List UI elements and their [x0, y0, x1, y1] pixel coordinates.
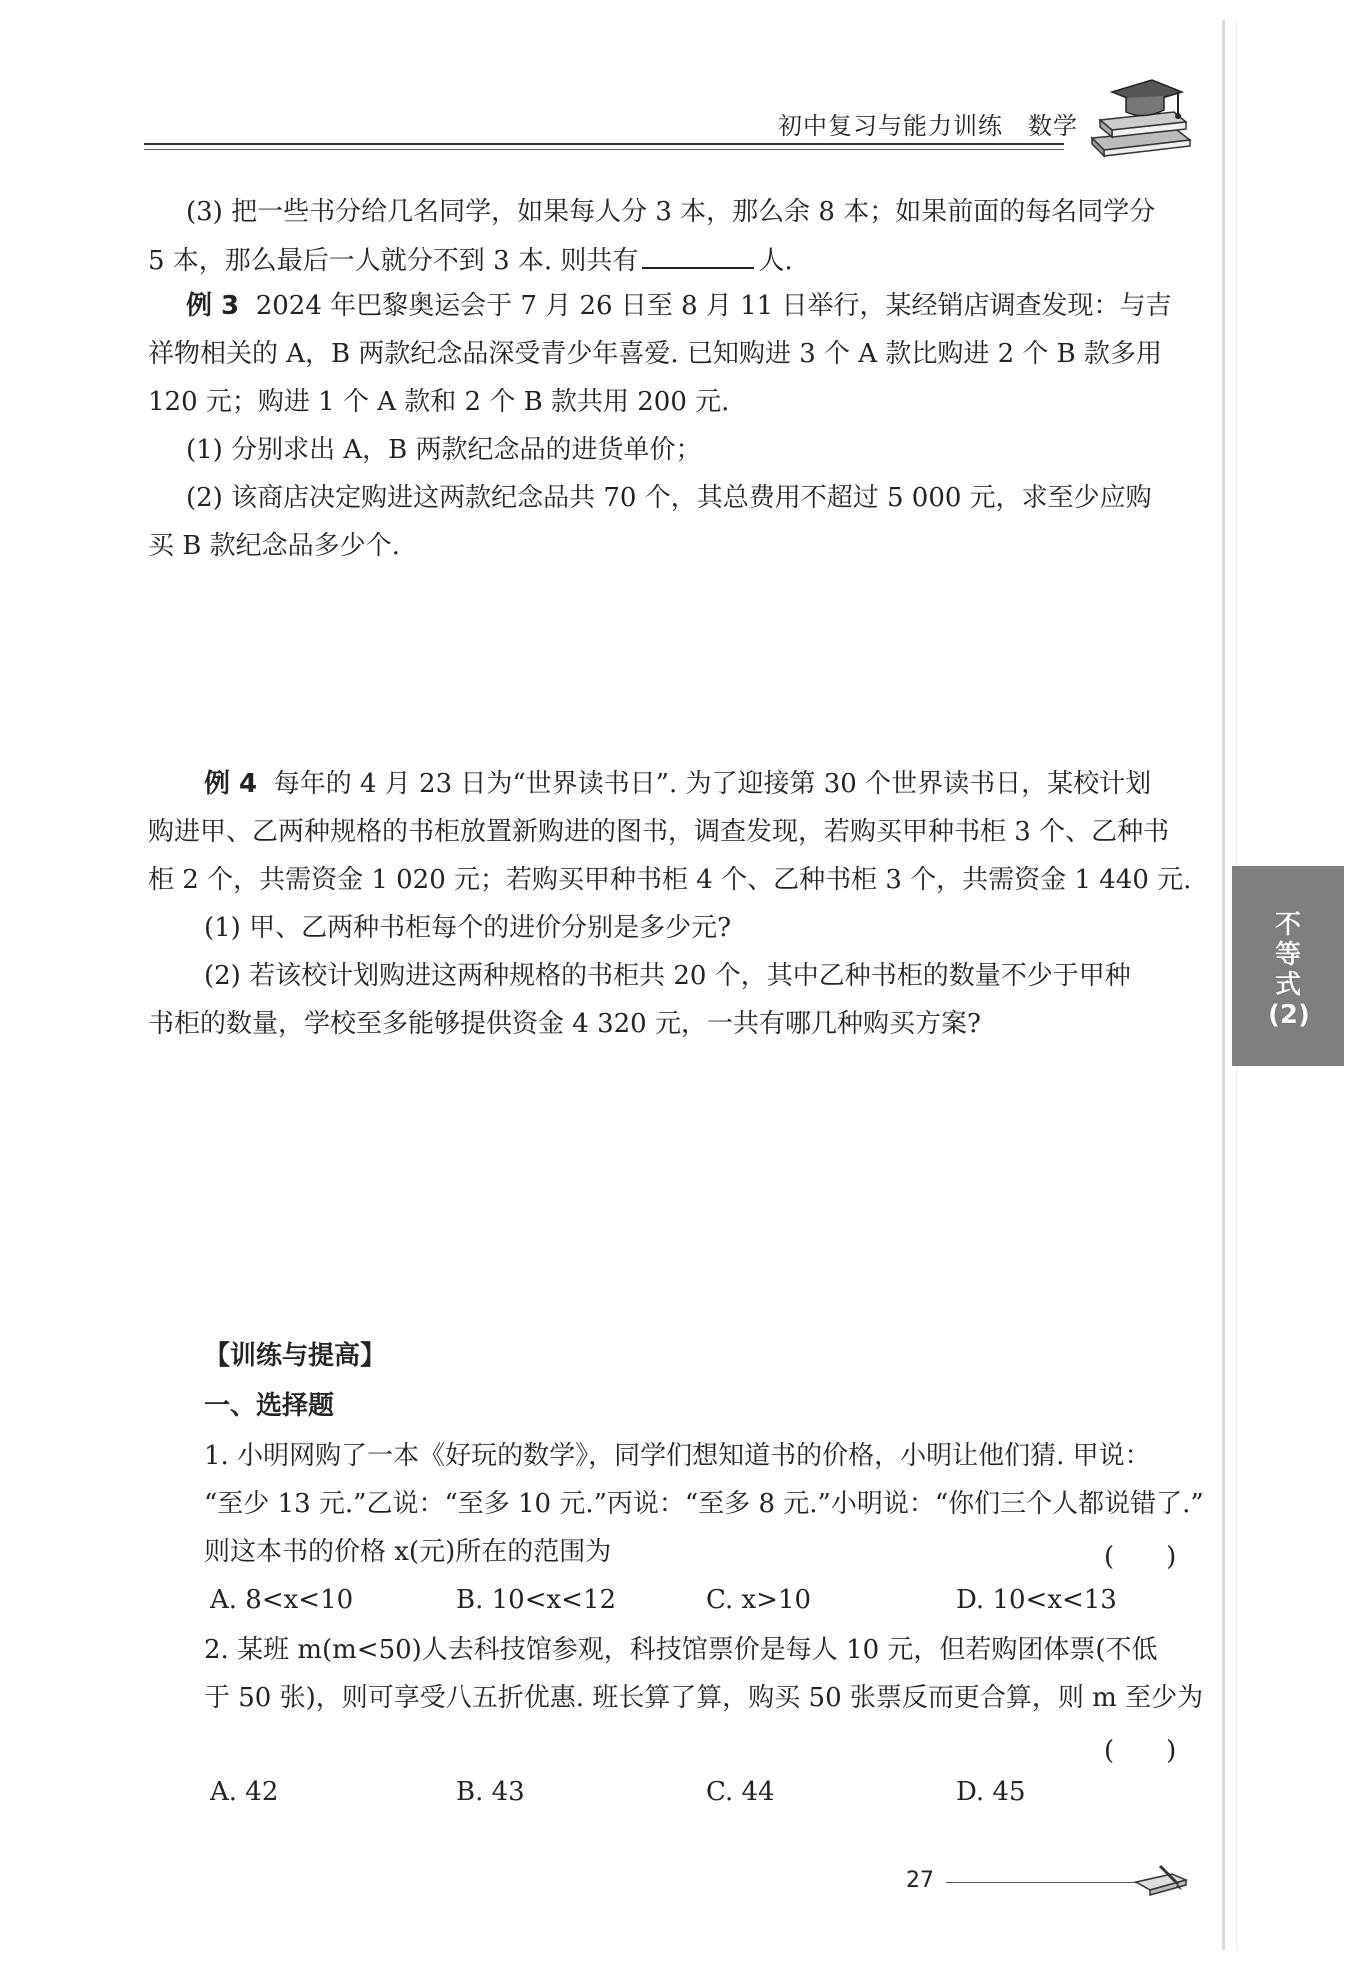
section-title: 一、选择题 — [204, 1391, 335, 1421]
page-edge-shadow — [1222, 20, 1225, 1950]
question-1-answer-paren: ( ) — [1104, 1542, 1177, 1572]
page-number: 27 — [906, 1868, 934, 1893]
question-2-option-d: D. 45 — [956, 1777, 1026, 1807]
problem-3-text: 5 本，那么最后一人就分不到 3 本. 则共有 — [148, 246, 639, 276]
question-1-option-a: A. 8<x<10 — [210, 1585, 354, 1615]
books-icon — [1082, 68, 1197, 158]
training-heading: 【训练与提高】 — [204, 1341, 387, 1371]
example-3-question-2-line-2: 买 B 款纪念品多少个. — [148, 531, 400, 561]
question-2-option-c: C. 44 — [706, 1777, 775, 1807]
chapter-side-tab-text: 不等式(2) — [1268, 910, 1310, 1030]
example-3-question-2-line-1: (2) 该商店决定购进这两款纪念品共 70 个，其总费用不超过 5 000 元，求至少应购 — [186, 483, 1152, 513]
pen-icon — [1132, 1860, 1192, 1900]
question-1-option-b: B. 10<x<12 — [456, 1585, 617, 1615]
answer-blank — [642, 243, 754, 269]
question-2-line-2: 于 50 张)，则可享受八五折优惠. 班长算了算，购买 50 张票反而更合算，则 m 至少为 — [204, 1683, 1204, 1713]
example-4-line-1 — [204, 768, 1151, 800]
example-3-text: 2024 年巴黎奥运会于 7 月 26 日至 8 月 11 日举行，某经销店调查发现：与吉 — [255, 291, 1172, 321]
example-4-line-3: 柜 2 个，共需资金 1 020 元；若购买甲种书柜 4 个、乙种书柜 3 个，共需资金 1 440 元. — [148, 865, 1192, 895]
problem-3-line-2 — [148, 243, 793, 277]
header-title: 初中复习与能力训练 数学 — [778, 112, 1078, 140]
problem-3-text-end: 人. — [758, 246, 793, 276]
question-1-option-d: D. 10<x<13 — [956, 1585, 1117, 1615]
question-2-line-1: 2. 某班 m(m<50)人去科技馆参观，科技馆票价是每人 10 元，但若购团体票(不低 — [204, 1635, 1158, 1665]
footer-rule — [946, 1882, 1136, 1883]
header-rule — [144, 143, 1064, 145]
example-4-line-2: 购进甲、乙两种规格的书柜放置新购进的图书，调查发现，若购买甲种书柜 3 个、乙种书 — [148, 817, 1170, 847]
example-3-line-3: 120 元；购进 1 个 A 款和 2 个 B 款共用 200 元. — [148, 387, 730, 417]
question-2-option-a: A. 42 — [210, 1777, 279, 1807]
question-1-option-c: C. x>10 — [706, 1585, 812, 1615]
question-1-line-1: 1. 小明网购了一本《好玩的数学》，同学们想知道书的价格，小明让他们猜. 甲说： — [204, 1441, 1151, 1471]
question-2-option-b: B. 43 — [456, 1777, 525, 1807]
question-1-line-2: “至少 13 元.”乙说：“至多 10 元.”丙说：“至多 8 元.”小明说：“你们三个人都说错了.” — [204, 1489, 1204, 1519]
example-3-question-1: (1) 分别求出 A，B 两款纪念品的进货单价； — [186, 435, 702, 465]
example-4-question-2-line-1: (2) 若该校计划购进这两种规格的书柜共 20 个，其中乙种书柜的数量不少于甲种 — [204, 961, 1131, 991]
example-3-label: 例 3 — [186, 291, 240, 321]
example-4-text: 每年的 4 月 23 日为“世界读书日”. 为了迎接第 30 个世界读书日，某校计划 — [273, 769, 1152, 799]
example-4-question-1: (1) 甲、乙两种书柜每个的进价分别是多少元? — [204, 913, 732, 943]
question-1-line-3: 则这本书的价格 x(元)所在的范围为 — [204, 1537, 612, 1567]
problem-3-line-1: (3) 把一些书分给几名同学，如果每人分 3 本，那么余 8 本；如果前面的每名同学分 — [186, 197, 1156, 227]
question-2-answer-paren: ( ) — [1104, 1736, 1177, 1766]
example-3-line-2: 祥物相关的 A，B 两款纪念品深受青少年喜爱. 已知购进 3 个 A 款比购进 2 个 B 款多用 — [148, 339, 1163, 369]
header-rule-thin — [144, 149, 1064, 150]
example-4-question-2-line-2: 书柜的数量，学校至多能够提供资金 4 320 元，一共有哪几种购买方案? — [148, 1009, 981, 1039]
example-4-label: 例 4 — [204, 769, 258, 799]
example-3-line-1 — [186, 290, 1172, 322]
